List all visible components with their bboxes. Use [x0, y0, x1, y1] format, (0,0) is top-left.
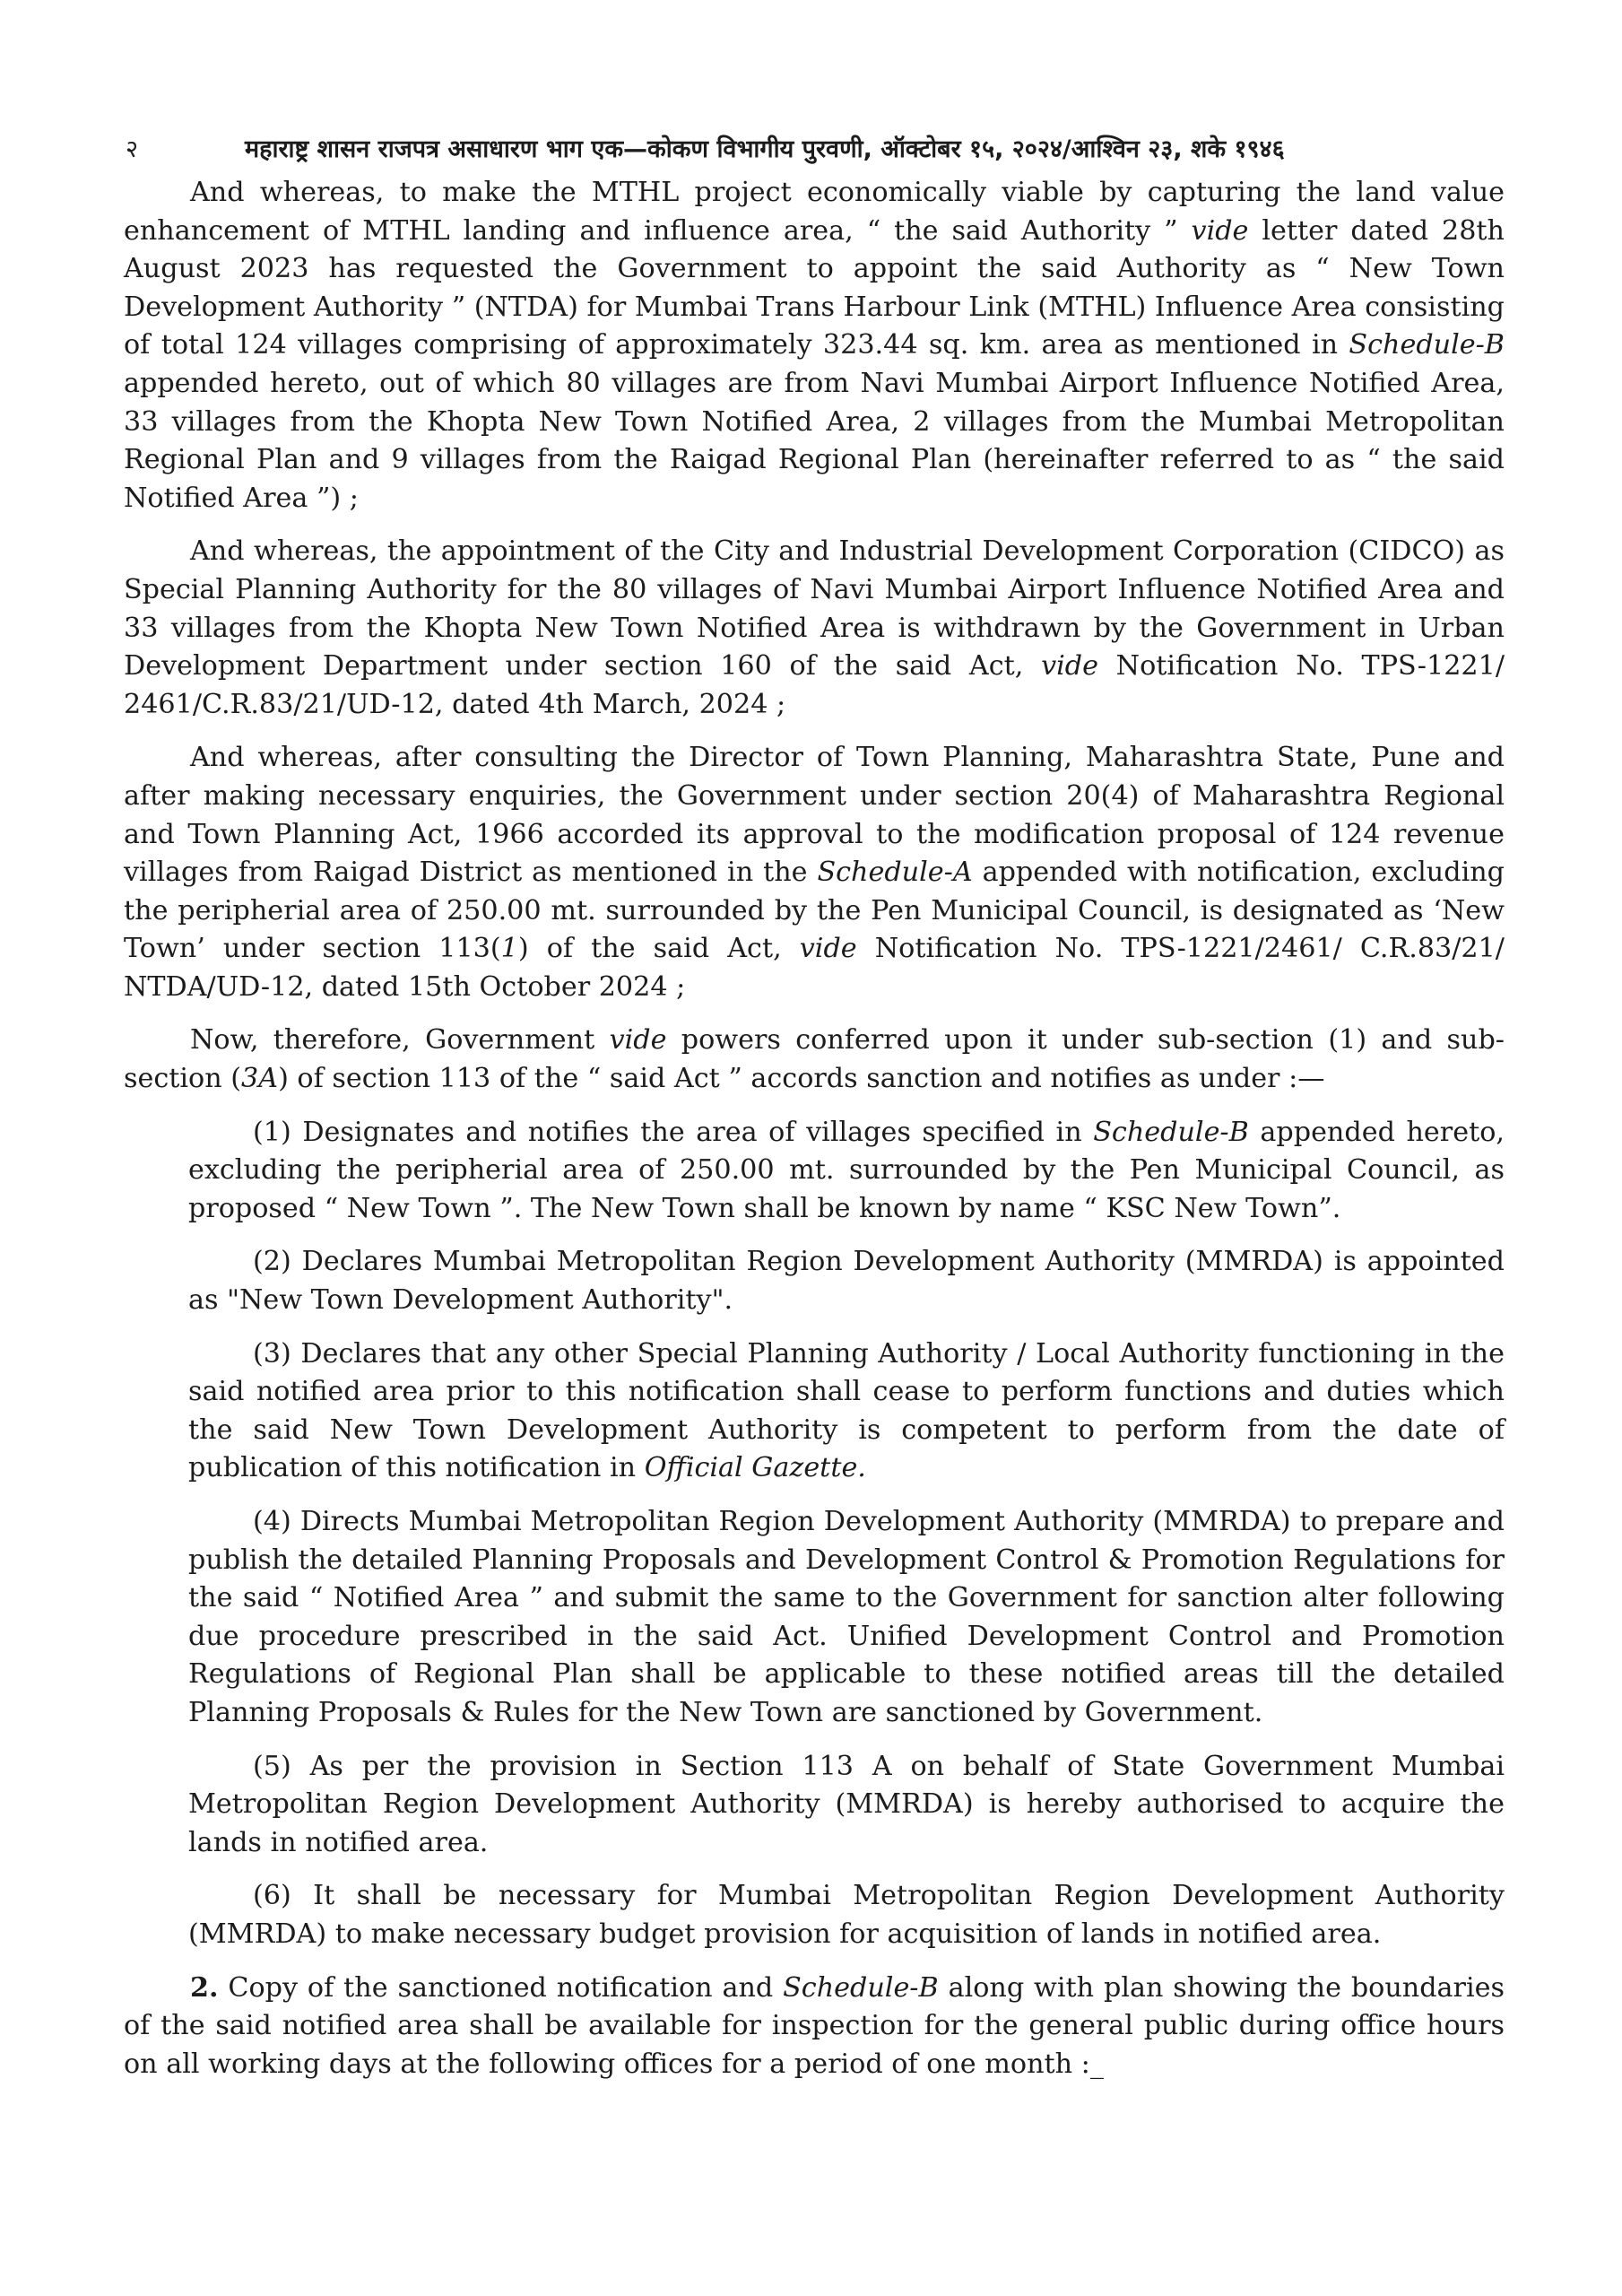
list-item-2: (2) Declares Mumbai Metropolitan Region Development Authority (MMRDA) is appointed as "New Town Development Authority". — [188, 1246, 1505, 1317]
paragraph-mthl-request: And whereas, to make the MTHL project economically viable by capturing the land value enhancement of MTHL landing and influence area, “ the said Authority ” vide letter dated 28th August 2023 has requested the Government to appoint the said Authority as “ New Town Development Authority ” (NTDA) for Mumbai Trans Harbour Link (MTHL) Influence Area consisting of total 124 villages comprising of approximately 323.44 sq. km. area as mentioned in Schedule-B appended hereto, out of which 80 villages are from Navi Mumbai Airport Influence Notified Area, 33 villages from the Khopta New Town Notified Area, 2 villages from the Mumbai Metropolitan Regional Plan and 9 villages from the Raigad Regional Plan (hereinafter referred to as “ the said Notified Area ”) ; — [124, 177, 1505, 514]
list-item-6: (6) It shall be necessary for Mumbai Metropolitan Region Development Authority (MMRDA) to make necessary budget provision for acquisition of lands in notified area. — [188, 1880, 1505, 1950]
list-item-3: (3) Declares that any other Special Planning Authority / Local Authority functioning in the said notified area prior to this notification shall cease to perform functions and duties which the said New Town Development Authority is competent to perform from the date of publication of this notification in Official Gazette. — [188, 1337, 1505, 1484]
section-number: 2. — [190, 1971, 219, 2004]
page-number: २ — [126, 135, 139, 163]
list-item-1: (1) Designates and notifies the area of villages specified in Schedule-B appended hereto, excluding the peripherial area of 250.00 mt. surrounded by the Pen Municipal Council, as proposed “ New Town ”. The New Town shall be known by name “ KSC New Town”. — [188, 1116, 1505, 1224]
gazette-page — [124, 126, 1505, 2099]
paragraph-modification-approval: And whereas, after consulting the Director of Town Planning, Maharashtra State, Pune and after making necessary enquiries, the Government under section 20(4) of Maharashtra Regional and Town Planning Act, 1966 accorded its approval to the modification proposal of 124 revenue villages from Raigad District as mentioned in the Schedule-A appended with notification, excluding the peripherial area of 250.00 mt. surrounded by the Pen Municipal Council, is designated as ‘New Town’ under section 113(1) of the said Act, vide Notification No. TPS-1221/2461/ C.R.83/21/ NTDA/UD-12, dated 15th October 2024 ; — [124, 742, 1505, 1003]
list-item-5: (5) As per the provision in Section 113 A on behalf of State Government Mumbai Metropolitan Region Development Authority (MMRDA) is hereby authorised to acquire the lands in notified area. — [188, 1750, 1505, 1858]
page-header — [124, 126, 1505, 174]
paragraph-cidco-withdrawal: And whereas, the appointment of the City and Industrial Development Corporation (CIDCO) as Special Planning Authority for the 80 villages of Navi Mumbai Airport Influence Notified Area and 33 villages from the Khopta New Town Notified Area is withdrawn by the Government in Urban Development Department under section 160 of the said Act, vide Notification No. TPS-1221/ 2461/C.R.83/21/UD-12, dated 4th March, 2024 ; — [124, 535, 1505, 720]
list-item-4: (4) Directs Mumbai Metropolitan Region Development Authority (MMRDA) to prepare and publish the detailed Planning Proposals and Development Control & Promotion Regulations for the said “ Notified Area ” and submit the same to the Government for sanction alter following due procedure prescribed in the said Act. Unified Development Control and Promotion Regulations of Regional Plan shall be applicable to these notified areas till the detailed Planning Proposals & Rules for the New Town are sanctioned by Government. — [188, 1506, 1505, 1728]
section-2-paragraph: 2. Copy of the sanctioned notification and Schedule-B along with plan showing the boundaries of the said notified area shall be available for inspection for the general public during office hours on all working days at the following offices for a period of one month :_ — [124, 1971, 1505, 2080]
gazette-header-title: महाराष्ट्र शासन राजपत्र असाधारण भाग एक—कोकण विभागीय पुरवणी, ऑक्टोबर १५, २०२४/आश्विन २३, शके १९४६ — [245, 135, 1285, 163]
paragraph-sanction: Now, therefore, Government vide powers conferred upon it under sub-section (1) and sub-section (3A) of section 113 of the “ said Act ” accords sanction and notifies as under :— — [124, 1024, 1505, 1095]
